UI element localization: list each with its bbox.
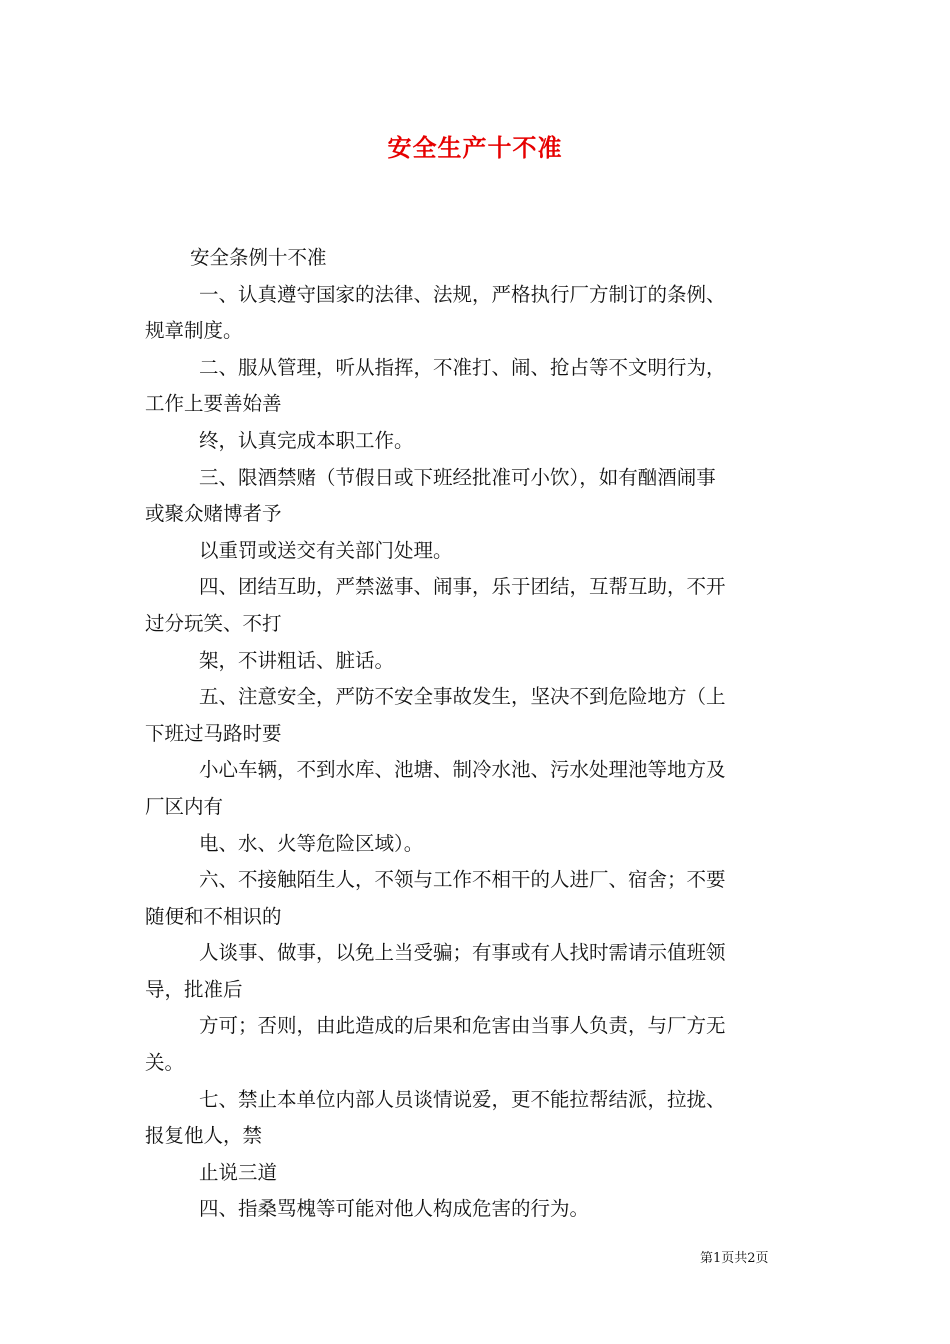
paragraph-line: 一、认真遵守国家的法律、法规，严格执行厂方制订的条例、 — [199, 282, 726, 306]
paragraph-line: 人谈事、做事，以免上当受骗；有事或有人找时需请示值班领 — [199, 941, 726, 965]
document-title: 安全生产十不准 — [387, 133, 563, 162]
paragraph-line: 导，批准后 — [145, 977, 243, 1001]
page-number: 第1页共2页 — [700, 1251, 769, 1266]
paragraph-line: 小心车辆，不到水库、池塘、制冷水池、污水处理池等地方及 — [199, 758, 726, 782]
paragraph-line: 过分玩笑、不打 — [145, 611, 282, 635]
paragraph-line: 止说三道 — [199, 1160, 278, 1184]
paragraph-line: 七、禁止本单位内部人员谈情说爱，更不能拉帮结派，拉拢、 — [199, 1087, 726, 1111]
paragraph-line: 下班过马路时要 — [145, 721, 282, 745]
paragraph-line: 电、水、火等危险区域）。 — [199, 831, 424, 855]
paragraph-line: 以重罚或送交有关部门处理。 — [199, 538, 453, 562]
paragraph-line: 终，认真完成本职工作。 — [199, 428, 414, 452]
section-heading: 安全条例十不准 — [190, 246, 327, 269]
paragraph-line: 方可；否则，由此造成的后果和危害由当事人负责，与厂方无 — [199, 1014, 726, 1038]
paragraph-line: 二、服从管理，听从指挥，不准打、闹、抢占等不文明行为， — [199, 355, 726, 379]
paragraph-line: 随便和不相识的 — [145, 904, 282, 928]
paragraph-line: 六、不接触陌生人，不领与工作不相干的人进厂、宿舍；不要 — [199, 868, 726, 892]
paragraph-line: 关。 — [145, 1051, 185, 1075]
paragraph-line: 规章制度。 — [145, 319, 243, 343]
paragraph-line: 三、限酒禁赌（节假日或下班经批准可小饮），如有酗酒闹事 — [199, 465, 716, 489]
document-body — [145, 240, 815, 1228]
paragraph-line: 厂区内有 — [145, 794, 224, 818]
paragraph-line: 报复他人，禁 — [145, 1124, 263, 1148]
paragraph-line: 四、团结互助，严禁滋事、闹事，乐于团结，互帮互助，不开 — [199, 575, 726, 599]
paragraph-line: 或聚众赌博者予 — [145, 502, 282, 526]
paragraph-line: 架，不讲粗话、脏话。 — [199, 648, 395, 672]
paragraph-line: 四、指桑骂槐等可能对他人构成危害的行为。 — [199, 1197, 590, 1221]
paragraph-line: 工作上要善始善 — [145, 392, 282, 416]
paragraph-line: 五、注意安全，严防不安全事故发生，坚决不到危险地方（上 — [199, 685, 726, 709]
